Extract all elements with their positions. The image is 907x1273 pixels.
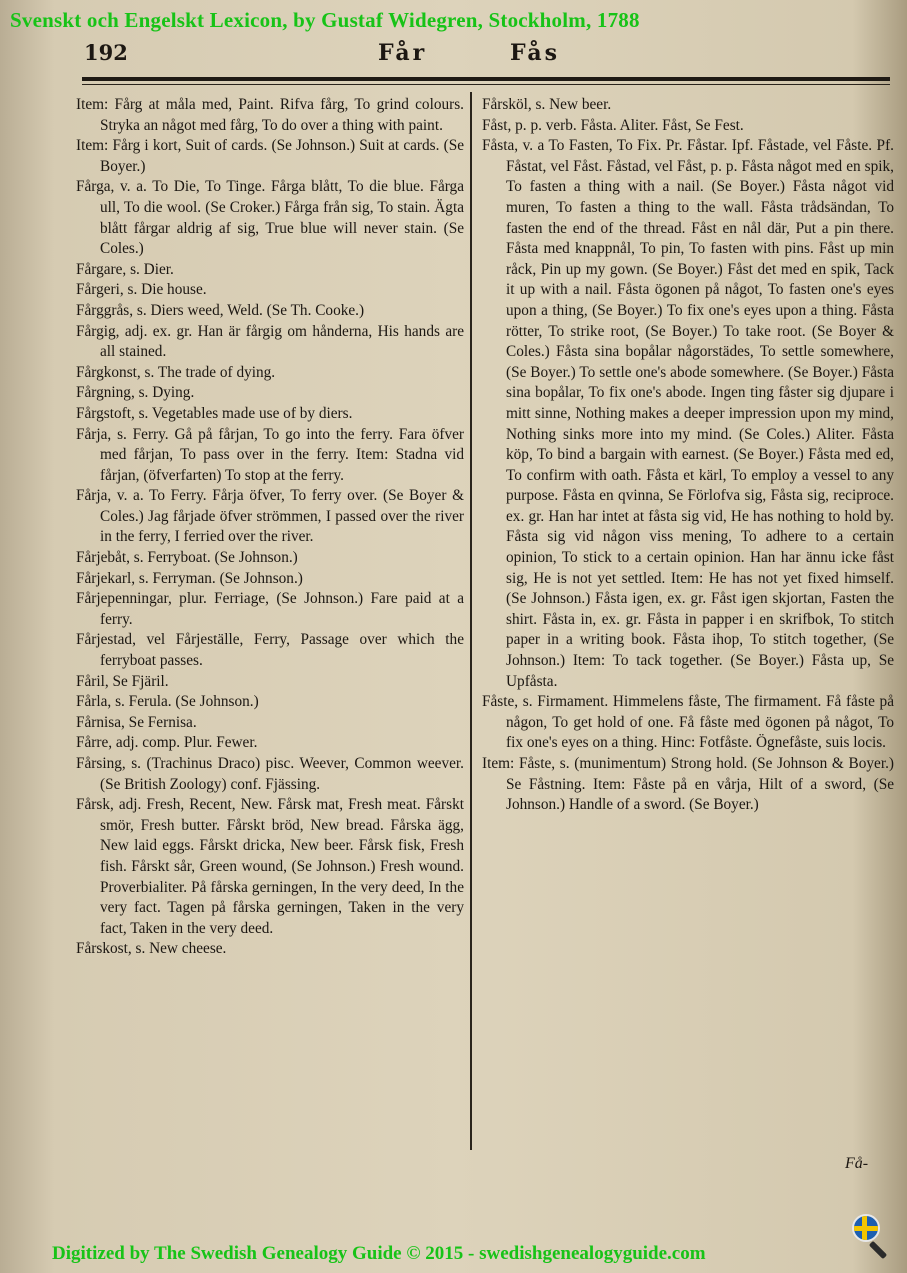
header-rule-thick [82, 77, 890, 81]
entry-fargare: Fårgare, s. Dier. [76, 260, 174, 278]
entry-farjepenningar: Fårjepenningar, plur. Ferriage, (Se Johnson.) Fare paid at a ferry. [76, 590, 464, 628]
entry-farggras: Fårggrås, s. Diers weed, Weld. (Se Th. Cooke.) [76, 301, 365, 319]
digitizer-footer-banner: Digitized by The Swedish Genealogy Guide © 2015 - swedishgenealogyguide.com [52, 1243, 706, 1264]
entry-farjekarl: Fårjekarl, s. Ferryman. (Se Johnson.) [76, 569, 303, 587]
guide-word-left: Får [378, 40, 428, 66]
entry-fasta: Fåsta, v. a To Fasten, To Fix. Pr. Fåstar. Ipf. Fåstade, vel Fåste. Pf. Fåstat, vel Fåst. Fåstad, vel Fåst, p. p. Fåsta något med en spik, To fasten a thing with a nail. (Se Boyer.) Fåsta något vid muren, To fasten a thing to the wall. Fåsta trådsändan, To fasten the end of the thread. Fåst en nål där, Put a pin there. Fåsta med knappnål, To pin, To fasten with pins. Fåst up min råck, Pin up my gown. (Se Boyer.) Fåst det med en spik, Tack it up with a nail. Fåsta ögonen på något, To fasten one's eyes upon a thing, (Se Boyer.) To fix one's eyes upon a thing. Fåsta rötter, To strike root, (Se Boyer.) To take root. (Se Boyer & Coles.) Fåsta sina bopålar någorstädes, To settle somewhere, (Se Boyer.) To settle one's abode somewhere. (Se Boyer.) Fåsta sina bopålar, To fix one's abode. Ingen ting fåster sig djupare i mitt sinne, Nothing makes a deeper impression upon my mind, Nothing sinks more into my mind. (Se Coles.) Aliter. Fåsta köp, To bind a bargain with earnest. (Se Boyer.) Fåsta med ed, To confirm with oath. Fåsta et kärl, To employ a vessel to any purpose. Fåsta en qvinna, Se Förlofva sig, Fåsta sig, reciproce. ex. gr. Han har intet at fåsta sig vid, He has nothing to hold by. Fåsta sig vid någon viss mening, To adhere to a certain opinion, To stick to a certain opinion. Han har ännu icke fåst sig, He is not yet settled. Item: He has not yet fixed himself. (Se Johnson.) Fåsta igen, ex. gr. Fåst igen skjortan, Fasten the shirt. Fåsta in, ex. gr. Fåsta in papper i en skrifbok, To stitch paper in a writing book. Fåsta ihop, To stitch together, (Se Johnson.) Item: To tack together. (Se Boyer.) Fåsta up, Se Upfåsta. [482, 137, 894, 690]
catchword: Få- [845, 1155, 869, 1172]
swedish-flag-icon [852, 1214, 880, 1242]
entry-farja-verb: Fårja, v. a. To Ferry. Fårja öfver, To ferry over. (Se Boyer & Coles.) Jag fårjade öfver strömmen, I passed over the river in the ferry, I ferried over the river. [76, 487, 464, 546]
entry-farla: Fårla, s. Ferula. (Se Johnson.) [76, 693, 259, 711]
entry-fargeri: Fårgeri, s. Die house. [76, 281, 207, 299]
entry-farre: Fårre, adj. comp. Plur. Fewer. [76, 734, 258, 752]
entry-farg-item-paint: Item: Fårg at måla med, Paint. Rifva fårg, To grind colours. Stryka an något med fårg, To do over a thing with paint. [76, 96, 464, 134]
guide-word-right: Fås [510, 40, 561, 66]
page-number: 192 [84, 40, 128, 65]
entry-farga: Fårga, v. a. To Die, To Tinge. Fårga blått, To die blue. Fårga ull, To die wool. (Se Croker.) Fårga från sig, To stain. Ägta blått fårgar aldrig af sig, True blue will never stain. (Se Coles.) [76, 178, 464, 258]
entry-farg-item-cards: Item: Fårg i kort, Suit of cards. (Se Johnson.) Suit at cards. (Se Boyer.) [76, 137, 464, 175]
magnifier-handle-icon [869, 1241, 887, 1259]
entry-fargstoft: Fårgstoft, s. Vegetables made use of by diers. [76, 404, 353, 422]
entry-farja-noun: Fårja, s. Ferry. Gå på fårjan, To go into the ferry. Fara öfver med fårjan, To pass over in the ferry. Item: Stadna vid fårjan, (öfverfarten) To stop at the ferry. [76, 425, 464, 484]
entry-fargkonst: Fårgkonst, s. The trade of dying. [76, 363, 276, 381]
entry-fast: Fåst, p. p. verb. Fåsta. Aliter. Fåst, Se Fest. [482, 116, 744, 134]
entry-farsing: Fårsing, s. (Trachinus Draco) pisc. Weever, Common weever. (Se British Zoology) conf. Fjässing. [76, 755, 464, 793]
entry-fargig: Fårgig, adj. ex. gr. Han är fårgig om hånderna, His hands are all stained. [76, 322, 464, 361]
entry-farnisa: Fårnisa, Se Fernisa. [76, 713, 197, 731]
left-column [76, 95, 464, 960]
right-column [482, 95, 894, 816]
entry-farjestad: Fårjestad, vel Fårjeställe, Ferry, Passage over which the ferryboat passes. [76, 631, 464, 670]
entry-fargning: Fårgning, s. Dying. [76, 384, 195, 402]
entry-farsk: Fårsk, adj. Fresh, Recent, New. Fårsk mat, Fresh meat. Fårskt smör, Fresh butter. Fårskt bröd, New bread. Fårska ägg, New laid eggs. Fårskt dricka, New beer. Fårsk fisk, Fresh fish. Fårskt sår, Green wound, (Se Johnson.) Fresh wound. Proverbialiter. På fårska gerningen, In the very deed, In the very fact. Tagen på fårska gerningen, Taken in the very fact, Taken in the very deed. [76, 796, 464, 937]
column-divider [470, 92, 472, 1150]
entry-faril: Fåril, Se Fjäril. [76, 672, 169, 690]
header-rule-thin [82, 84, 890, 85]
entry-faste-item: Item: Fåste, s. (munimentum) Strong hold. (Se Johnson & Boyer.) Se Fåstning. Item: Fåste på en vårja, Hilt of a sword, (Se Johnson.) Handle of a sword. (Se Boyer.) [482, 755, 894, 814]
entry-farskol: Fårsköl, s. New beer. [482, 96, 612, 113]
digitizer-title-banner: Svenskt och Engelskt Lexicon, by Gustaf Widegren, Stockholm, 1788 [10, 8, 640, 32]
entry-faste: Fåste, s. Firmament. Himmelens fåste, The firmament. Få fåste på någon, To get hold of one. Få fåste med ögonen på något, To fix one's eyes on a thing. Hinc: Fotfåste. Ögnefåste, suis locis. [482, 693, 894, 752]
entry-farskost: Fårskost, s. New cheese. [76, 940, 227, 958]
entry-farjebat: Fårjebåt, s. Ferryboat. (Se Johnson.) [76, 549, 298, 567]
